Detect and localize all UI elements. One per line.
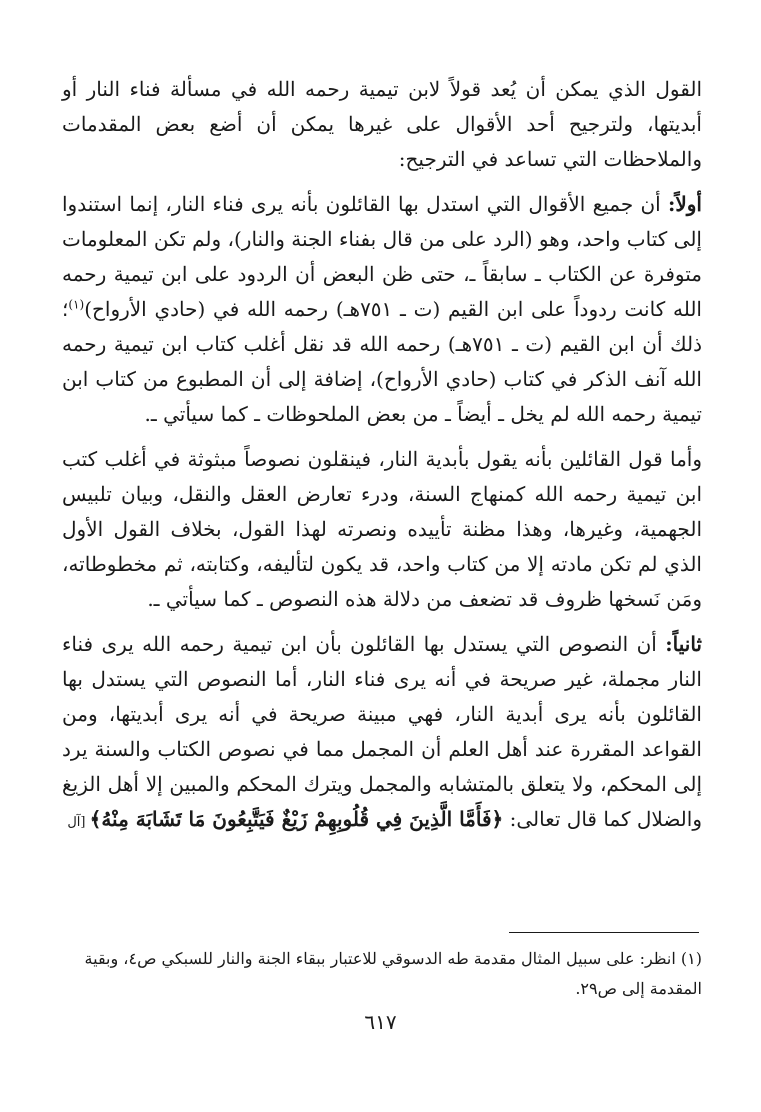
paragraph-2-lead: أولاً: <box>667 192 702 216</box>
footnote-number: (١) <box>680 949 702 968</box>
footnote-text: انظر: على سبيل المثال مقدمة طه الدسوقي للاعتبار ببقاء الجنة والنار للسبكي ص٤، وبقية المقدمة إلى ص٢٩. <box>84 949 702 998</box>
verse-reference: [آل <box>67 815 90 830</box>
page-number: ٦١٧ <box>364 1010 397 1034</box>
quran-verse: ﴿فَأَمَّا الَّذِينَ فِي قُلُوبِهِمْ زَيْغٌ فَيَتَّبِعُونَ مَا تَشَابَهَ مِنْهُ﴾ <box>89 807 504 831</box>
paragraph-4-lead: ثانياً: <box>665 632 702 656</box>
paragraph-3 <box>62 442 702 617</box>
page-body <box>62 72 702 850</box>
paragraph-2-text-a: أن جميع الأقوال التي استدل بها القائلون بأنه يرى فناء النار، إنما استندوا إلى كتاب واحد، وهو (الرد على من قال بفناء الجنة والنار)، ولم تكن المعلومات متوفرة عن الكتاب ـ سابقاً ـ، حتى ظن البعض أن الردود على ابن تيمية رحمه الله كانت ردوداً على ابن القيم (ت ـ ٧٥١هـ) رحمه الله في (حادي الأرواح) <box>62 192 702 321</box>
paragraph-2-text-b: ؛ ذلك أن ابن القيم (ت ـ ٧٥١هـ) رحمه الله قد نقل أغلب كتاب ابن تيمية رحمه الله آنف الذكر في كتاب (حادي الأرواح)، إضافة إلى أن المطبوع من كتاب ابن تيمية رحمه الله لم يخل ـ أيضاً ـ من بعض الملحوظات ـ كما سيأتي ـ. <box>62 297 702 426</box>
paragraph-2 <box>62 187 702 432</box>
footnote-1 <box>62 944 702 1004</box>
footnote-ref-1[interactable]: (١) <box>68 297 85 312</box>
footnote-divider <box>509 932 699 933</box>
paragraph-3-text: وأما قول القائلين بأنه يقول بأبدية النار، فينقلون نصوصاً مبثوثة في أغلب كتب ابن تيمية رحمه الله كمنهاج السنة، ودرء تعارض العقل والنقل، وبيان تلبيس الجهمية، وغيرها، وهذا مظنة تأييده ونصرته لهذا القول، بخلاف القول الأول الذي لم تكن مادته إلا من كتاب واحد، قد يكون لتأليفه، وكتابته، ثم مخطوطاته، ومَن نَسخها ظروف قد تضعف من دلالة هذه النصوص ـ كما سيأتي ـ. <box>62 447 702 611</box>
paragraph-1-text: القول الذي يمكن أن يُعد قولاً لابن تيمية رحمه الله في مسألة فناء النار أو أبديتها، ولترجيح أحد الأقوال على غيرها يمكن أن أضع بعض المقدمات والملاحظات التي تساعد في الترجيح: <box>62 77 702 171</box>
paragraph-4-text-a: أن النصوص التي يستدل بها القائلون بأن ابن تيمية رحمه الله يرى فناء النار مجملة، غير صريحة في أنه يرى فناء النار، أما النصوص التي يستدل بها القائلون بأنه يرى أبدية النار، فهي مبينة صريحة في أنه يرى أبديتها، ومن القواعد المقررة عند أهل العلم أن المجمل مما في نصوص الكتاب والسنة يرد إلى المحكم، ولا يتعلق بالمتشابه والمجمل ويترك المحكم والمبين إلا أهل الزيغ والضلال كما قال تعالى: <box>62 632 702 831</box>
paragraph-1 <box>62 72 702 177</box>
paragraph-4 <box>62 627 702 840</box>
